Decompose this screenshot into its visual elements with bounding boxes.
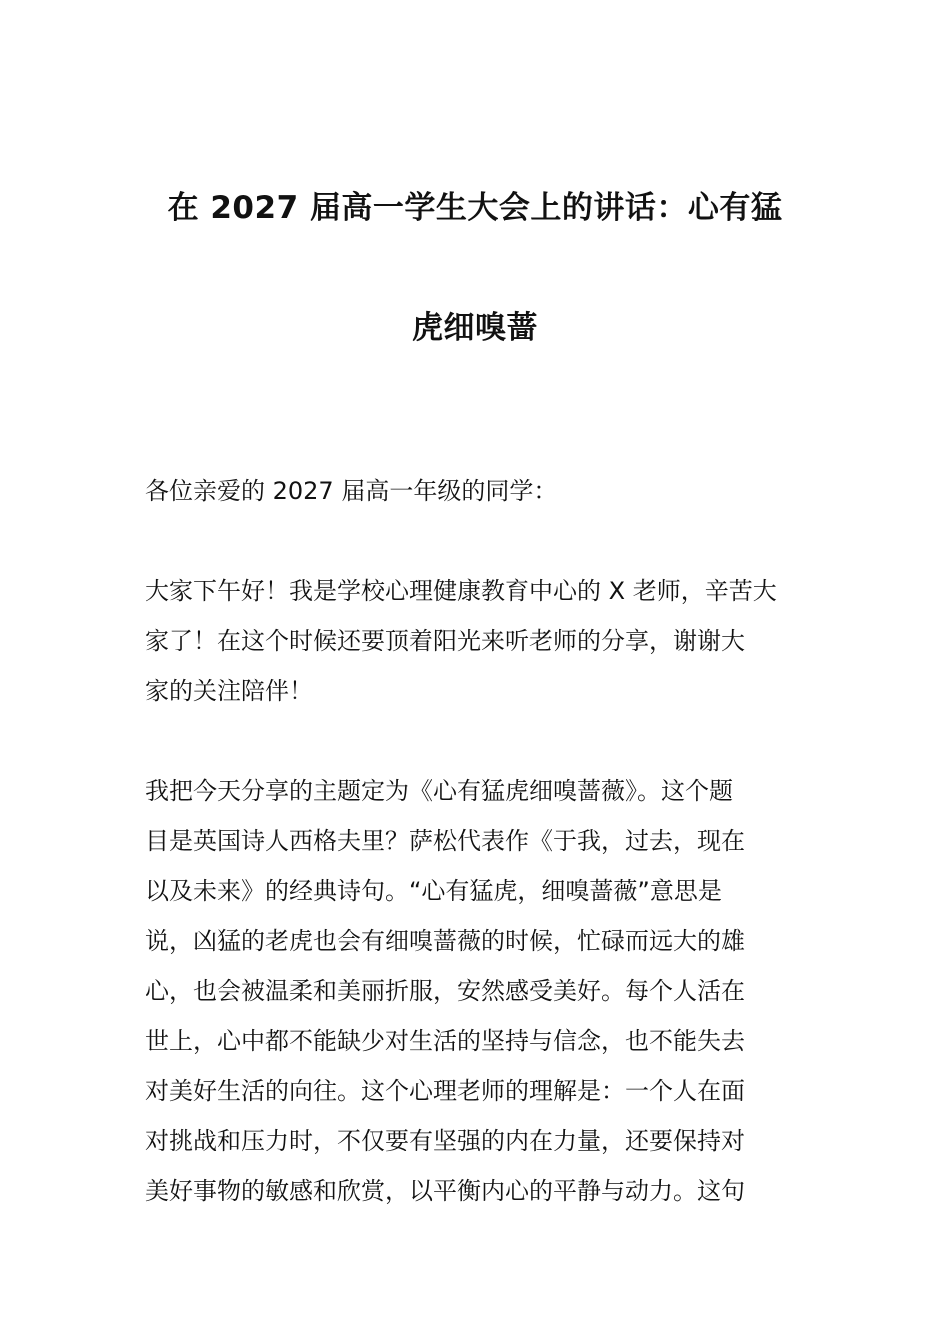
theme-paragraph (145, 766, 807, 1216)
text-line: 对挑战和压力时，不仅要有坚强的内在力量，还要保持对 (145, 1127, 745, 1155)
text-line: 各位亲爱的 2027 届高一年级的同学： (145, 477, 558, 505)
text-line: 心，也会被温柔和美丽折服，安然感受美好。每个人活在 (145, 977, 745, 1005)
text-line: 世上，心中都不能缺少对生活的坚持与信念，也不能失去 (145, 1027, 745, 1055)
text-line: 美好事物的敏感和欣赏，以平衡内心的平静与动力。这句 (145, 1177, 745, 1205)
text-line: 家了！在这个时候还要顶着阳光来听老师的分享，谢谢大 (145, 627, 745, 655)
text-line: 说，凶猛的老虎也会有细嗅蔷薇的时候，忙碌而远大的雄 (145, 927, 745, 955)
text-line: 目是英国诗人西格夫里？萨松代表作《于我，过去，现在 (145, 827, 745, 855)
text-line: 大家下午好！我是学校心理健康教育中心的 X 老师，辛苦大 (145, 577, 777, 605)
title-line: 在 2027 届高一学生大会上的讲话：心有猛 (167, 190, 783, 226)
paragraph-spacer (145, 516, 807, 566)
text-line: 对美好生活的向往。这个心理老师的理解是：一个人在面 (145, 1077, 745, 1105)
title-line: 虎细嗅蔷 (412, 310, 538, 346)
greeting-paragraph (145, 566, 807, 716)
document-body (145, 466, 807, 1216)
text-line: 以及未来》的经典诗句。“心有猛虎，细嗅蔷薇”意思是 (145, 877, 722, 905)
salutation-paragraph (145, 466, 807, 516)
text-line: 我把今天分享的主题定为《心有猛虎细嗅蔷薇》。这个题 (145, 777, 733, 805)
document-title (145, 148, 805, 388)
text-line: 家的关注陪伴！ (145, 677, 313, 705)
paragraph-spacer (145, 716, 807, 766)
